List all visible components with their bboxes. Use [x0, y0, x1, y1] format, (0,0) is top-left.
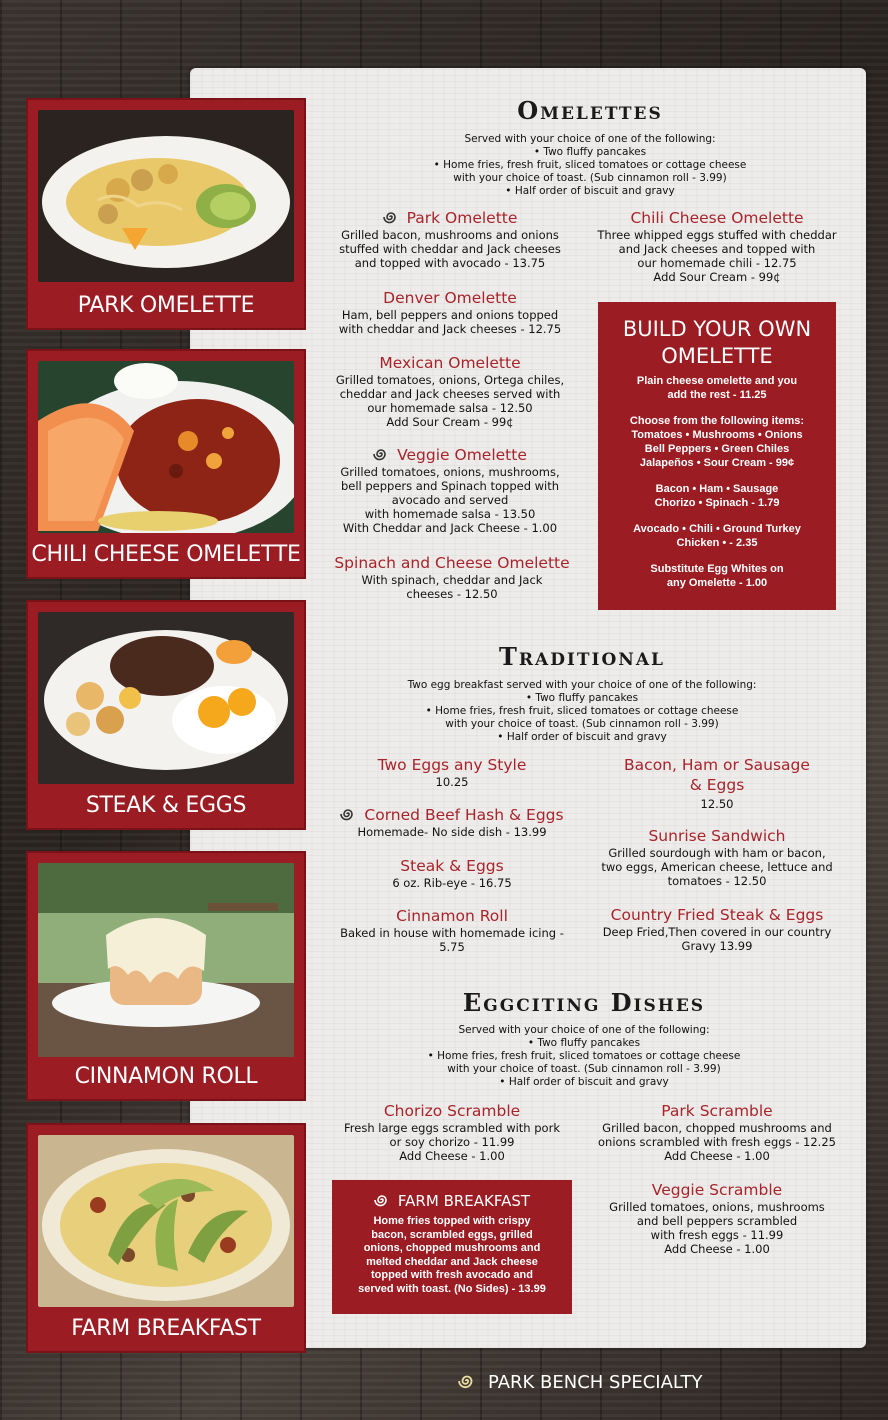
build-title: BUILD YOUR OWN: [622, 317, 812, 341]
panel-caption: STEAK & EGGS: [85, 793, 247, 818]
photo-panel-park-omelette: [26, 98, 306, 330]
farm-breakfast-photo: [38, 1135, 294, 1307]
menu-item-chorizo-scramble: Chorizo Scramble Fresh large eggs scrambled with pork or soy chorizo - 11.99 Add Cheese - 1.00: [344, 1102, 560, 1163]
menu-item-veggie-omelette: Veggie Omelette Grilled tomatoes, onions, mushrooms, bell peppers and Spinach topped with avocado and served with homemade salsa - 13.50 With Cheddar and Jack Cheese - 1.00: [340, 446, 560, 535]
panel-caption: PARK OMELETTE: [77, 293, 255, 318]
specialty-legend-label: PARK BENCH SPECIALTY: [488, 1372, 703, 1393]
panel-caption: CHILI CHEESE OMELETTE: [31, 542, 301, 567]
menu-item-cinnamon-roll: Cinnamon Roll Baked in house with homemade icing - 5.75: [340, 907, 564, 954]
farm-breakfast-title: FARM BREAKFAST: [397, 1192, 531, 1210]
menu-item-mexican-omelette: Mexican Omelette Grilled tomatoes, onions, Ortega chiles, cheddar and Jack cheeses served with our homemade salsa - 12.50 Add Sour Cream - 99¢: [335, 354, 565, 429]
menu-item-two-eggs: Two Eggs any Style 10.25: [377, 756, 527, 789]
cinnamon-roll-photo: [38, 863, 294, 1057]
specialty-swirl-icon: [458, 1372, 476, 1390]
omelettes-title: Omelettes: [517, 96, 663, 125]
menu-item-chili-cheese-omelette: Chili Cheese Omelette Three whipped eggs stuffed with cheddar and Jack cheeses and topped with our homemade chili - 12.75 Add Sour Cream - 99¢: [597, 209, 837, 284]
eggciting-title: Eggciting Dishes: [462, 988, 706, 1017]
traditional-title: Traditional: [499, 642, 665, 671]
omelettes-intro: Served with your choice of one of the following: • Two fluffy pancakes • Home fries, fresh fruit, sliced tomatoes or cottage cheese with your choice of toast. (Sub cinnamon roll - 3.99) • Half order of biscuit and gravy: [433, 133, 747, 197]
specialty-legend: [458, 1372, 702, 1393]
photo-panel-cinnamon-roll: [26, 851, 306, 1101]
specialty-swirl-icon: [383, 209, 399, 225]
build-your-own-box: BUILD YOUR OWN OMELETTE Plain cheese omelette and you add the rest - 11.25 Choose from the following items: Tomatoes • Mushrooms • Onions Bell Peppers • Green Chiles Jalapeños • Sour Cream - 99¢ Bacon • Ham • Sausage Chorizo • Spinach - 1.79 Avocado • Chili • Ground Turkey Chicken • - 2.35 Substitute Egg Whites on any Omelette - 1.00: [598, 302, 836, 610]
eggciting-intro: Served with your choice of one of the following: • Two fluffy pancakes • Home fries, fresh fruit, sliced tomatoes or cottage cheese with your choice of toast. (Sub cinnamon roll - 3.99) • Half order of biscuit and gravy: [427, 1024, 741, 1088]
menu-item-sunrise-sandwich: Sunrise Sandwich Grilled sourdough with ham or bacon, two eggs, American cheese, lettuce and tomatoes - 12.50: [601, 827, 833, 888]
menu-item-bacon-ham-sausage: Bacon, Ham or Sausage & Eggs 12.50: [624, 756, 810, 811]
photo-panel-chili-cheese-omelette: [26, 349, 306, 579]
steak-eggs-photo: [38, 612, 294, 784]
specialty-swirl-icon: [373, 446, 389, 462]
chili-cheese-omelette-photo: [38, 361, 294, 533]
menu-item-denver-omelette: Denver Omelette Ham, bell peppers and onions topped with cheddar and Jack cheeses - 12.75: [338, 289, 562, 336]
traditional-intro: Two egg breakfast served with your choice of one of the following: • Two fluffy pancakes • Home fries, fresh fruit, sliced tomatoes or cottage cheese with your choice of toast. (Sub cinnamon roll - 3.99) • Half order of biscuit and gravy: [407, 679, 757, 743]
panel-caption: FARM BREAKFAST: [71, 1316, 261, 1341]
menu-item-country-fried-steak: Country Fried Steak & Eggs Deep Fried,Then covered in our country Gravy 13.99: [602, 906, 832, 953]
photo-panel-farm-breakfast: [26, 1123, 306, 1353]
farm-breakfast-box: FARM BREAKFAST Home fries topped with crispy bacon, scrambled eggs, grilled onions, chopped mushrooms and melted cheddar and Jack cheese topped with fresh avocado and served with toast. (No Sides) - 13.99: [332, 1180, 572, 1314]
menu-item-veggie-scramble: Veggie Scramble Grilled tomatoes, onions, mushrooms and bell peppers scrambled with fresh eggs - 11.99 Add Cheese - 1.00: [609, 1181, 825, 1256]
menu-item-corned-beef-hash: Corned Beef Hash & Eggs Homemade- No side dish - 13.99: [330, 805, 574, 839]
menu-item-spinach-cheese-omelette: Spinach and Cheese Omelette With spinach, cheddar and Jack cheeses - 12.50: [334, 554, 570, 601]
park-omelette-photo: [38, 110, 294, 282]
specialty-swirl-icon: [374, 1192, 390, 1208]
menu-item-park-omelette: Park Omelette Grilled bacon, mushrooms and onions stuffed with cheddar and Jack cheeses and topped with avocado - 13.75: [339, 209, 561, 270]
menu-item-steak-eggs: Steak & Eggs 6 oz. Rib-eye - 16.75: [392, 857, 512, 890]
photo-panel-steak-eggs: [26, 600, 306, 830]
menu-item-park-scramble: Park Scramble Grilled bacon, chopped mushrooms and onions scrambled with fresh eggs - 12.25 Add Cheese - 1.00: [598, 1102, 836, 1163]
specialty-swirl-icon: [340, 806, 356, 822]
panel-caption: CINNAMON ROLL: [74, 1064, 258, 1089]
